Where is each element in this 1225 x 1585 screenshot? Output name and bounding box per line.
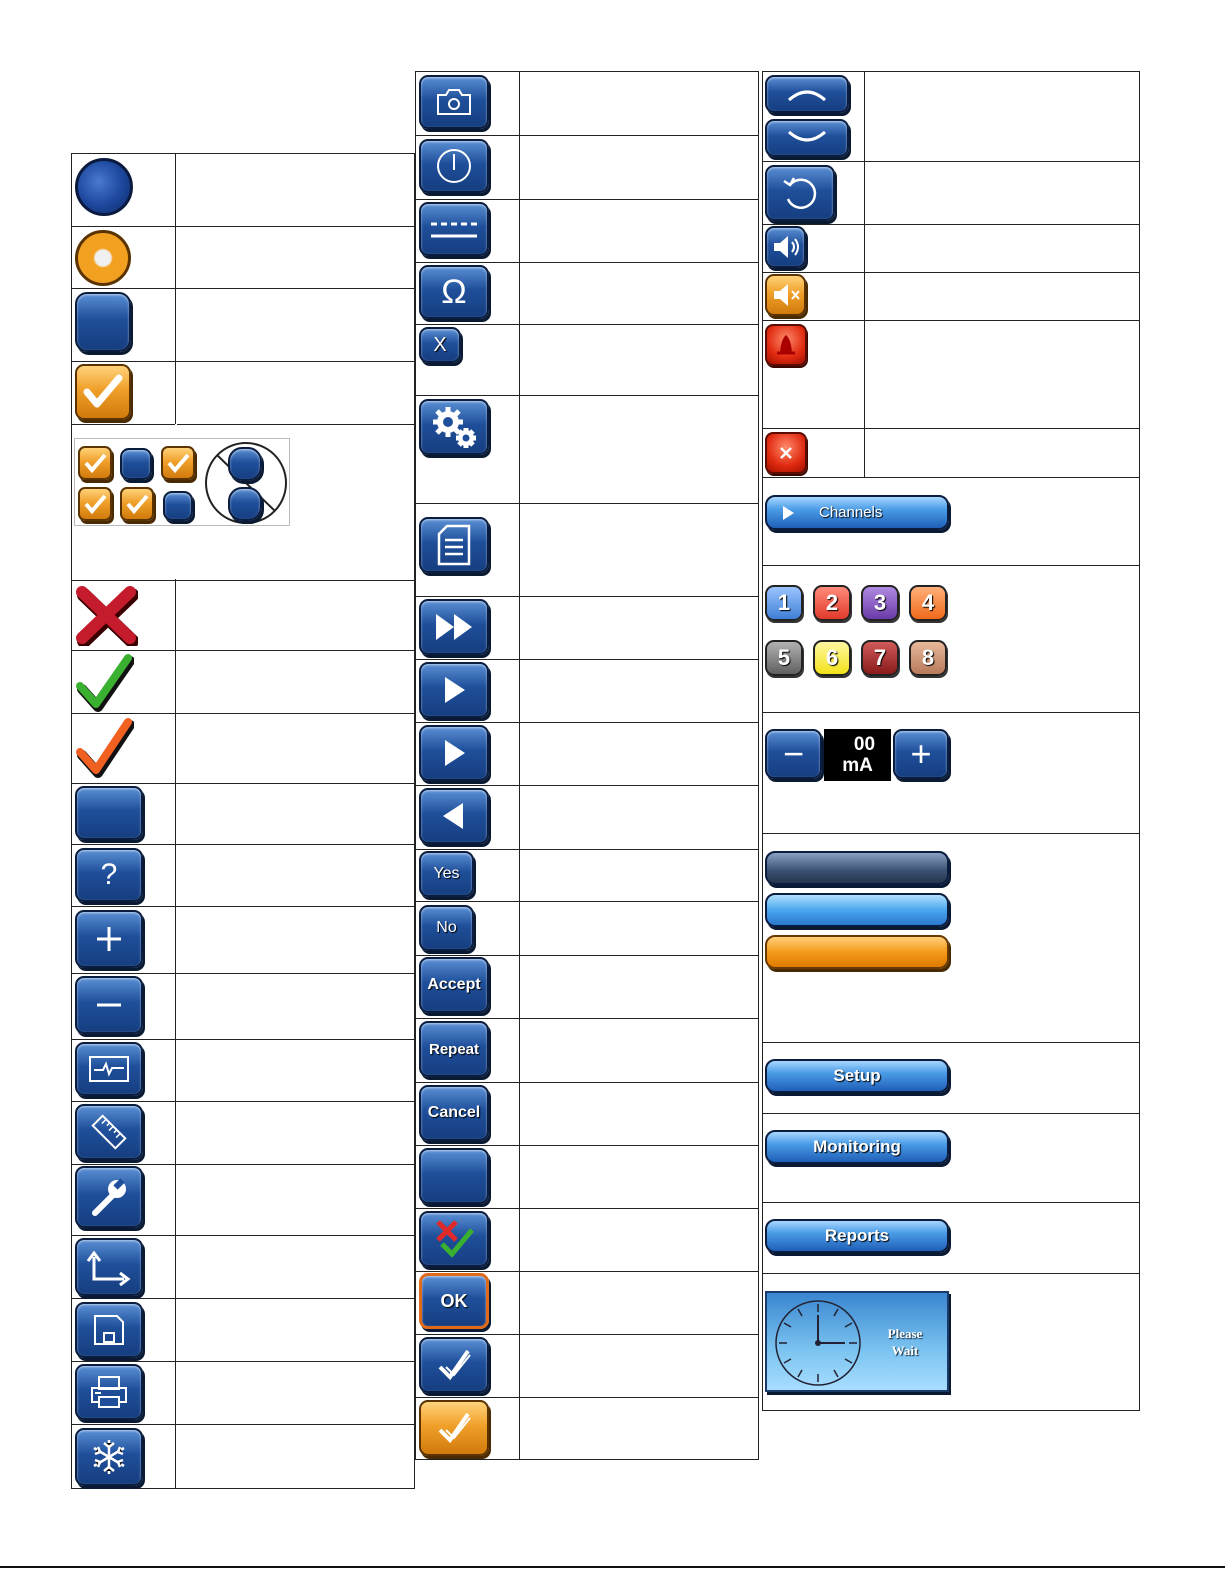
channel-button-3[interactable]: 3 <box>861 585 899 621</box>
please-wait-line2: Wait <box>891 1343 919 1358</box>
wrench-icon[interactable] <box>75 1166 143 1228</box>
checked-box-icon <box>75 364 131 420</box>
plus-icon[interactable] <box>75 910 143 968</box>
column-divider <box>864 72 865 477</box>
baseline-icon[interactable] <box>419 202 489 256</box>
cancel-button[interactable]: Cancel <box>419 1085 489 1141</box>
selected-radio-icon <box>75 230 131 286</box>
channel-button-8[interactable]: 8 <box>909 640 947 676</box>
green-check-icon <box>74 652 134 712</box>
accept-reject-icon[interactable] <box>419 1211 489 1267</box>
channel-button-7[interactable]: 7 <box>861 640 899 676</box>
red-x-icon <box>74 584 138 646</box>
clock-icon <box>773 1298 863 1388</box>
settings-gears-icon[interactable] <box>419 399 489 455</box>
help-button[interactable]: ? <box>75 848 143 902</box>
channel-button-1[interactable]: 1 <box>765 585 803 621</box>
status-bar-inactive <box>765 851 949 885</box>
play-icon[interactable] <box>419 662 489 718</box>
camera-icon[interactable] <box>419 75 489 129</box>
undo-icon[interactable] <box>765 165 835 221</box>
approve-all-orange-icon[interactable] <box>419 1400 489 1456</box>
minus-icon[interactable] <box>75 976 143 1034</box>
channel-button-4[interactable]: 4 <box>909 585 947 621</box>
monitoring-button[interactable]: Monitoring <box>765 1130 949 1164</box>
power-icon[interactable] <box>419 139 489 193</box>
waveform-monitor-icon[interactable] <box>75 1042 143 1096</box>
channel-button-6[interactable]: 6 <box>813 640 851 676</box>
save-icon[interactable] <box>75 1302 143 1358</box>
close-button[interactable]: X <box>419 327 461 363</box>
scroll-up-icon[interactable] <box>765 75 849 113</box>
channels-button[interactable] <box>765 495 949 530</box>
decrease-intensity-button[interactable]: − <box>765 729 822 779</box>
please-wait-line1: Please <box>887 1326 923 1341</box>
repeat-button[interactable]: Repeat <box>419 1021 489 1077</box>
checkbox-combination-example <box>74 438 290 526</box>
no-button[interactable]: No <box>419 905 474 951</box>
approve-all-blue-icon[interactable] <box>419 1337 489 1393</box>
blank-button-icon[interactable] <box>75 786 143 840</box>
reports-button[interactable]: Reports <box>765 1219 949 1253</box>
accept-button[interactable]: Accept <box>419 957 489 1013</box>
intensity-unit: mA <box>842 755 873 776</box>
status-bar-selected <box>765 935 949 969</box>
document-icon[interactable] <box>419 517 489 573</box>
play-icon <box>781 505 795 521</box>
speaker-muted-icon[interactable] <box>765 274 806 316</box>
alarm-off-icon[interactable] <box>765 432 807 474</box>
freeze-snowflake-icon[interactable] <box>75 1428 143 1486</box>
speaker-on-icon[interactable] <box>765 226 806 268</box>
status-bar-active <box>765 893 949 927</box>
page-bottom-rule <box>0 1566 1225 1568</box>
blank-button-icon[interactable] <box>419 1148 489 1204</box>
blue-radio-icon <box>75 158 133 216</box>
channel-button-5[interactable]: 5 <box>765 640 803 676</box>
please-wait-text <box>869 1325 941 1359</box>
unchecked-box-icon <box>75 292 131 352</box>
intensity-display <box>824 729 891 781</box>
print-icon[interactable] <box>75 1364 143 1420</box>
setup-button[interactable]: Setup <box>765 1059 949 1093</box>
fast-forward-icon[interactable] <box>419 599 489 655</box>
scroll-down-icon[interactable] <box>765 119 849 157</box>
export-arrow-icon[interactable] <box>75 1238 143 1296</box>
please-wait-panel <box>765 1291 949 1392</box>
orange-check-icon <box>74 716 134 778</box>
next-icon[interactable] <box>419 725 489 781</box>
channels-label: Channels <box>819 504 883 521</box>
ok-button[interactable]: OK <box>419 1273 489 1329</box>
alarm-bell-icon[interactable] <box>765 324 807 366</box>
ruler-icon[interactable] <box>75 1104 143 1160</box>
previous-icon[interactable] <box>419 788 489 844</box>
column-divider <box>519 72 520 1459</box>
yes-button[interactable]: Yes <box>419 851 474 897</box>
channel-button-2[interactable]: 2 <box>813 585 851 621</box>
column-divider <box>175 580 176 1488</box>
impedance-icon[interactable]: Ω <box>419 265 489 319</box>
intensity-value: 00 <box>853 734 876 755</box>
increase-intensity-button[interactable]: + <box>893 729 949 779</box>
